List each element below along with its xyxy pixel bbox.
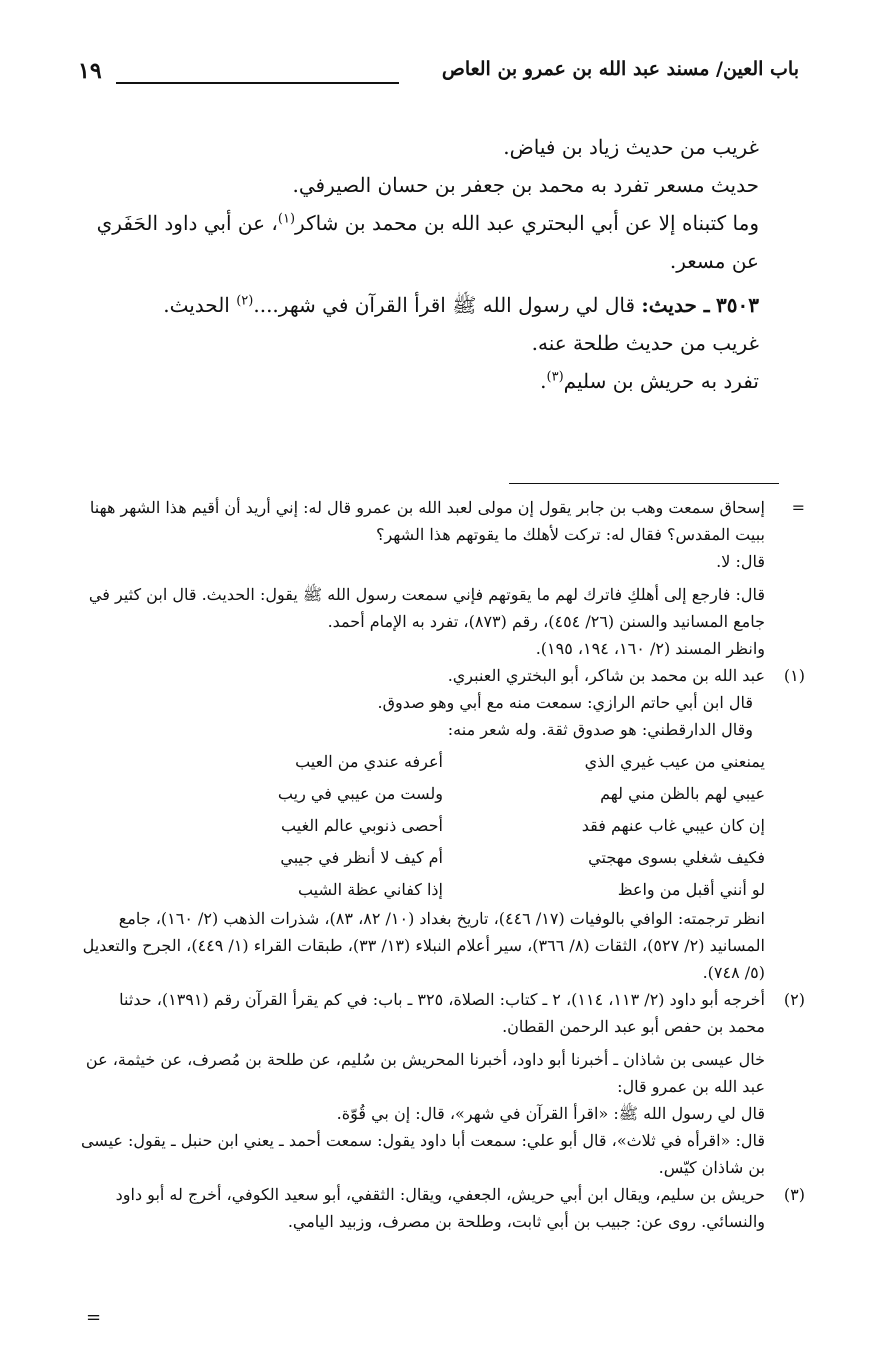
footnote-ref-3: (٣) bbox=[546, 369, 564, 385]
footnote-line: حريش بن سليم، ويقال ابن أبي حريش، الجعفي، ويقال: الثقفي، أبو سعيد الكوفي، أخرج له أبو داود والنسائي. روى عن: جبيب بن أبي ثابت، وطلحة بن مصرف، وزبيد اليامي. bbox=[115, 1185, 765, 1231]
footnote-line: عبد الله بن محمد بن شاكر، أبو البختري العنبري. bbox=[447, 666, 765, 685]
footnote-1 bbox=[78, 662, 805, 743]
hadith-end: الحديث. bbox=[163, 293, 237, 317]
footnote-line: خال عيسى بن شاذان ـ أخبرنا أبو داود، أخبرنا المحريش بن سُليم، عن طلحة بن مُصرف، عن خيثمة، عن عبد الله بن عمرو قال: bbox=[85, 1050, 765, 1096]
footnote-ref-1: (١) bbox=[277, 211, 296, 227]
poem bbox=[78, 745, 805, 905]
footnote-line: أخرجه أبو داود (٢/ ١١٣، ١١٤)، ٢ ـ كتاب: الصلاة، ٣٢٥ ـ باب: في كم يقرأ القرآن رقم (١٣٩١)، حدثنا محمد بن حفص أبو عبد الرحمن القطان. bbox=[119, 990, 765, 1036]
harish-text: تفرد به حريش بن سليم bbox=[563, 369, 759, 393]
poem-verse bbox=[78, 809, 765, 841]
hemistich: أحصى ذنوبي عالم الغيب bbox=[281, 815, 443, 835]
main-text bbox=[76, 128, 779, 400]
text-line-harish bbox=[76, 362, 779, 400]
footnote-2-mark: (٢) bbox=[783, 990, 805, 1009]
hemistich: أم كيف لا أنظر في جيبي bbox=[280, 847, 443, 867]
footnote-1-references bbox=[78, 905, 805, 986]
footnotes bbox=[78, 494, 805, 1235]
footnote-2 bbox=[78, 986, 805, 1181]
footnote-3-mark: (٣) bbox=[783, 1185, 805, 1204]
footnote-line: قال لي رسول الله ﷺ: «اقرأ القرآن في شهر»، قال: إن بي قُوّة. bbox=[336, 1104, 765, 1123]
hadith-label: ـ حديث: bbox=[641, 293, 710, 317]
hadith-text: قال لي رسول الله ﷺ اقرأ القرآن في شهر.... bbox=[253, 293, 642, 317]
hemistich: يمنعني من عيب غيري الذي bbox=[584, 751, 765, 771]
footnote-line: قال: لا. bbox=[716, 552, 765, 571]
footnote-continuation bbox=[78, 494, 805, 662]
poem-verse bbox=[78, 777, 765, 809]
page-number: ١٩ bbox=[78, 58, 102, 84]
hemistich: إن كان عيبي غاب عنهم فقد bbox=[581, 815, 765, 835]
text-line-2: حديث مسعر تفرد به محمد بن جعفر بن حسان الصيرفي. bbox=[292, 173, 759, 197]
footnote-line: وانظر المسند (٢/ ١٦٠، ١٩٤، ١٩٥). bbox=[535, 639, 765, 658]
hemistich: عيبي لهم بالظن مني لهم bbox=[600, 783, 765, 803]
poem-verse bbox=[78, 745, 765, 777]
hadith-entry bbox=[76, 286, 779, 324]
continuation-end-mark: = bbox=[86, 1307, 102, 1328]
poem-verse bbox=[78, 873, 765, 905]
footnote-line: قال: «اقرأه في ثلاث»، قال أبو علي: سمعت أبا داود يقول: سمعت أحمد ـ يعني ابن حنبل ـ يقول: عيسى بن شاذان كيّس. bbox=[80, 1131, 765, 1177]
footnote-line: قال: فارجع إلى أهلكِ فاترك لهم ما يقوتهم فإني سمعت رسول الله ﷺ يقول: الحديث. قال ابن كثير في جامع المسانيد والسنن (٢٦/ ٤٥٤)، رقم (٨٧٣)، تفرد به الإمام أحمد. bbox=[88, 585, 765, 631]
continuation-mark: = bbox=[791, 498, 805, 517]
hemistich: أعرفه عندي من العيب bbox=[295, 751, 443, 771]
text-paragraph-3 bbox=[76, 204, 779, 280]
hadith-number: ٣٥٠٣ bbox=[716, 293, 759, 317]
page-header bbox=[78, 58, 799, 92]
running-title: باب العين/ مسند عبد الله بن عمرو بن العاص bbox=[441, 58, 799, 80]
para3-part-b: ، عن أبي داود الحَفَري عن مسعر. bbox=[96, 211, 759, 273]
footnote-1-mark: (١) bbox=[783, 666, 805, 685]
footnote-separator bbox=[509, 483, 779, 484]
hemistich: ولست من عيبي في ريب bbox=[277, 783, 443, 803]
footnote-line: إسحاق سمعت وهب بن جابر يقول إن مولى لعبد الله بن عمرو قال له: إني أريد أن أقيم هذا الشهر ههنا ببيت المقدس؟ فقال له: تركت لأهلك ما يقوتهم هذا الشهر؟ bbox=[89, 498, 765, 544]
footnote-line: انظر ترجمته: الوافي بالوفيات (١٧/ ٤٤٦)، تاريخ بغداد (١٠/ ٨٢، ٨٣)، شذرات الذهب (٢/ ١٦٠)، جامع المسانيد (٢/ ٥٢٧)، الثقات (٨/ ٣٦٦)، سير أعلام النبلاء (١٣/ ٣٣)، طبقات القراء (١/ ٤٤٩)، الجرح والتعديل (٥/ ٧٤٨). bbox=[82, 909, 765, 982]
para3-part-a: وما كتبناه إلا عن أبي البحتري عبد الله بن محمد بن شاكر bbox=[295, 211, 759, 235]
poem-verse bbox=[78, 841, 765, 873]
hemistich: إذا كفاني عظة الشيب bbox=[297, 879, 443, 899]
footnote-ref-2: (٢) bbox=[236, 293, 254, 309]
header-rule bbox=[116, 82, 399, 84]
footnote-3 bbox=[78, 1181, 805, 1235]
footnote-line: وقال الدارقطني: هو صدوق ثقة. وله شعر منه: bbox=[447, 720, 753, 739]
hemistich: لو أنني أقبل من واعظ bbox=[617, 879, 765, 899]
harish-end: . bbox=[540, 369, 547, 393]
text-line-tal: غريب من حديث طلحة عنه. bbox=[531, 331, 759, 355]
hemistich: فكيف شغلي بسوى مهجتي bbox=[588, 847, 765, 867]
text-line-1: غريب من حديث زياد بن فياض. bbox=[503, 135, 759, 159]
footnote-line: قال ابن أبي حاتم الرازي: سمعت منه مع أبي وهو صدوق. bbox=[377, 693, 753, 712]
